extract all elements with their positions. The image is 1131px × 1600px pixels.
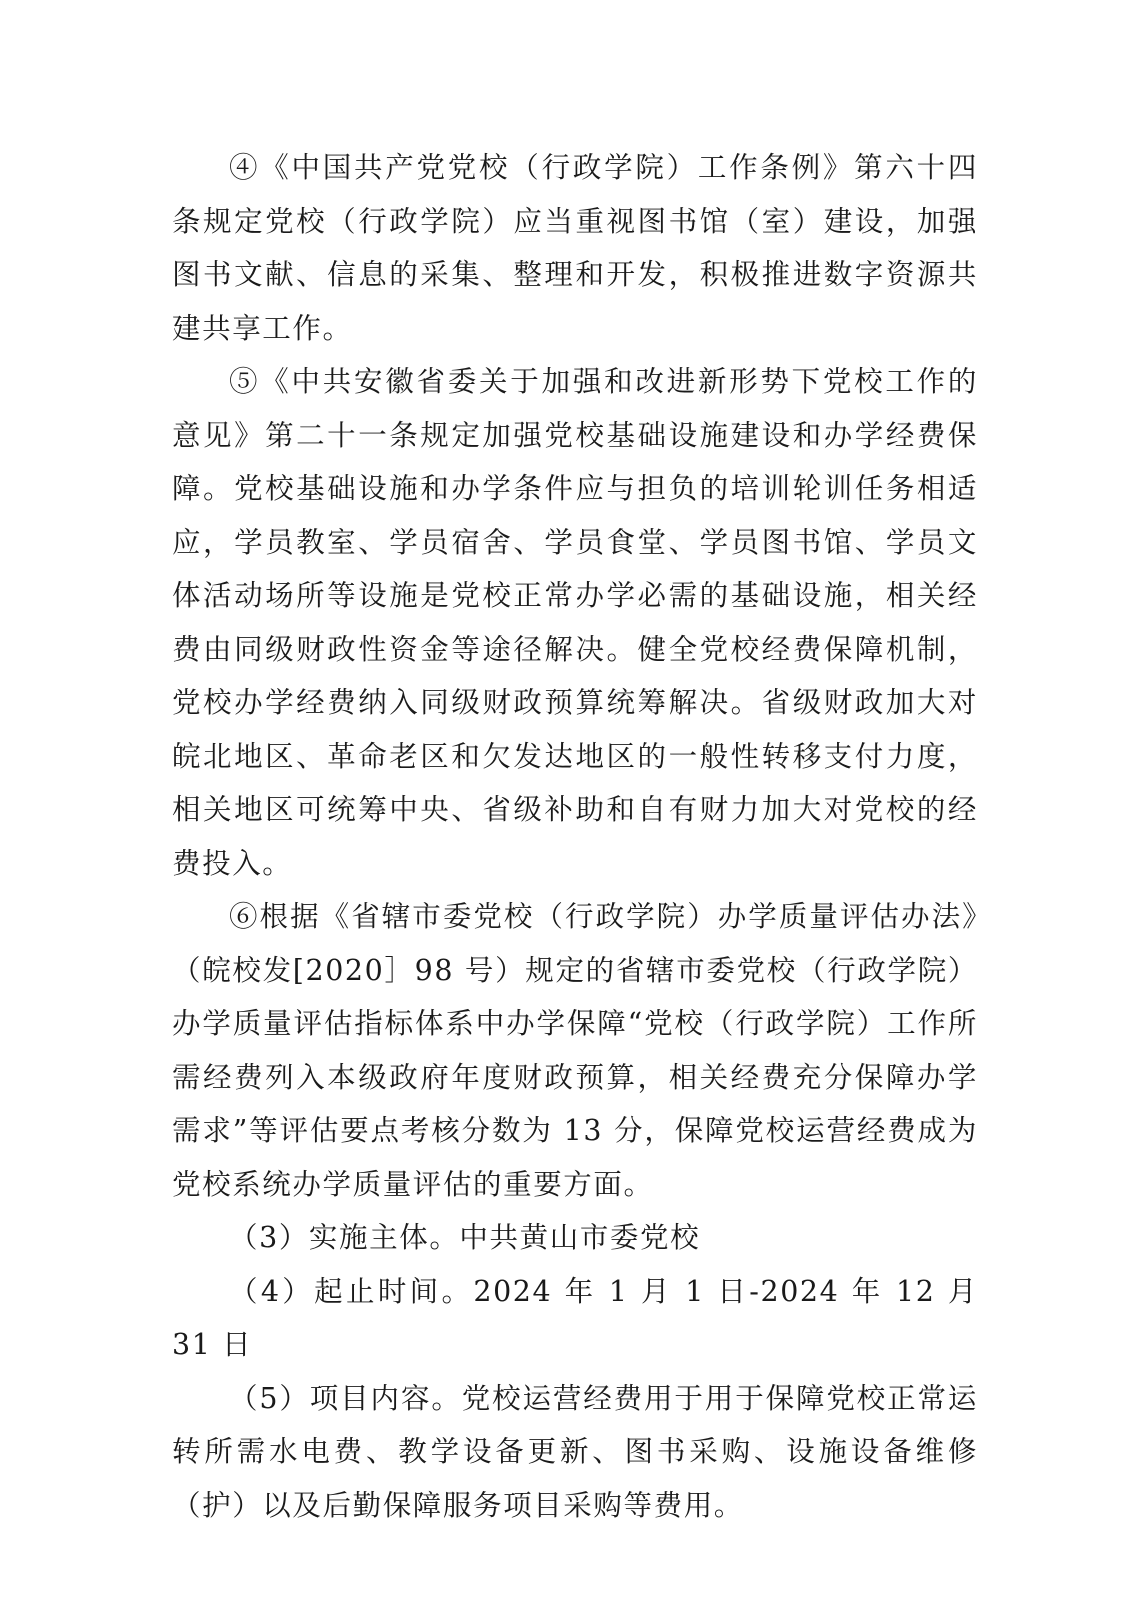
- paragraph-regulation-5: ⑤《中共安徽省委关于加强和改进新形势下党校工作的意见》第二十一条规定加强党校基础设施建设和办学经费保障。党校基础设施和办学条件应与担负的培训轮训任务相适应，学员教室、学员宿舍、学员食堂、学员图书馆、学员文体活动场所等设施是党校正常办学必需的基础设施，相关经费由同级财政性资金等途径解决。健全党校经费保障机制，党校办学经费纳入同级财政预算统筹解决。省级财政加大对皖北地区、革命老区和欠发达地区的一般性转移支付力度，相关地区可统筹中央、省级补助和自有财力加大对党校的经费投入。: [172, 365, 978, 880]
- paragraph-regulation-4: ④《中国共产党党校（行政学院）工作条例》第六十四条规定党校（行政学院）应当重视图书馆（室）建设，加强图书文献、信息的采集、整理和开发，积极推进数字资源共建共享工作。: [172, 151, 978, 345]
- paragraph-implementing-entity: （3）实施主体。中共黄山市委党校: [229, 1221, 701, 1254]
- document-body: [172, 141, 978, 1532]
- paragraph-project-content: （5）项目内容。党校运营经费用于用于保障党校正常运转所需水电费、教学设备更新、图书采购、设施设备维修（护）以及后勤保障服务项目采购等费用。: [172, 1381, 978, 1522]
- paragraph-time-period: （4）起止时间。2024 年 1 月 1 日-2024 年 12 月 31 日: [172, 1274, 978, 1361]
- paragraph-regulation-6: ⑥根据《省辖市委党校（行政学院）办学质量评估办法》（皖校发[2020］98 号）规定的省辖市委党校（行政学院）办学质量评估指标体系中办学保障“党校（行政学院）工作所需经费列入本级政府年度财政预算，相关经费充分保障办学需求”等评估要点考核分数为 13 分，保障党校运营经费成为党校系统办学质量评估的重要方面。: [172, 900, 978, 1201]
